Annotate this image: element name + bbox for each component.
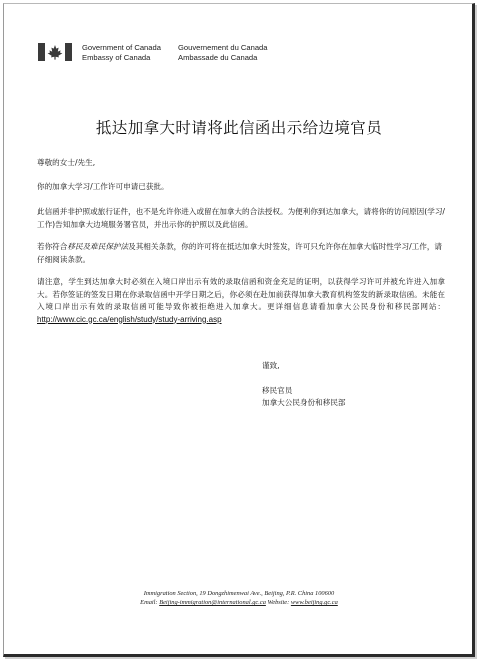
closing-regards: 谨致,: [262, 361, 280, 370]
government-name-english: [82, 43, 161, 63]
gov-fr-line2: Ambassade du Canada: [178, 53, 258, 62]
permit-conditions-paragraph: [37, 241, 445, 266]
website-link[interactable]: www.beijing.gc.ca: [290, 599, 338, 606]
act-name: 移民及难民保护法: [67, 242, 129, 251]
footer-contact: [0, 598, 478, 607]
gov-en-line1: Government of Canada: [82, 43, 161, 52]
exempt-post: 及其相关条款，你的许可将在抵达加拿大时签发，许可只允许你在加拿大临时性学习/工作，请仔细阅读条款。: [37, 242, 443, 264]
signer-department: 加拿大公民身份和移民部: [262, 398, 346, 407]
document-page: [3, 3, 475, 657]
email-link[interactable]: Beijing-immigration@international.gc.ca: [159, 599, 266, 606]
note-text: 请注意，学生到达加拿大时必须在入境口岸出示有效的录取信函和资金充足的证明，以获得学习许可并被允许进入加拿大。若你签证的签发日期在你录取信函中开学日期之后，你必须在赴加前获得加拿大教育机构签发的新录取信函。未能在入境口岸出示有效的录取信函可能导致你被拒绝进入加拿大。更详细信息请看加拿大公民身份和移民部网站：: [37, 277, 445, 311]
study-arriving-link[interactable]: http://www.cic.gc.ca/english/study/study-arriving.asp: [37, 314, 222, 324]
gov-en-line2: Embassy of Canada: [82, 53, 151, 62]
greeting: 尊敬的女士/先生,: [37, 158, 96, 167]
letter-notice-paragraph: 此信函并非护照或旅行证件，也不是允许你进入或留在加拿大的合法授权。为便利你到达加拿大，请将你的访问原因(学习/工作)告知加拿大边境服务署官员，并出示你的护照以及此信函。: [37, 207, 445, 229]
gov-fr-line1: Gouvernement du Canada: [178, 43, 268, 52]
footer-address: Immigration Section, 19 Dongzhimenwai Ave., Beijing, P.R. China 100600: [143, 590, 335, 597]
important-note-paragraph: [37, 276, 445, 326]
signer-title: 移民官员: [262, 386, 293, 395]
approval-statement: 你的加拿大学习/工作许可申请已获批。: [37, 182, 169, 191]
canada-flag-icon: [38, 43, 72, 61]
email-label: Email:: [140, 599, 158, 606]
website-label: Website:: [267, 599, 290, 606]
exempt-pre: 若你符合: [37, 242, 68, 251]
government-name-french: [178, 43, 268, 63]
document-title: 抵达加拿大时请将此信函出示给边境官员: [95, 119, 383, 137]
